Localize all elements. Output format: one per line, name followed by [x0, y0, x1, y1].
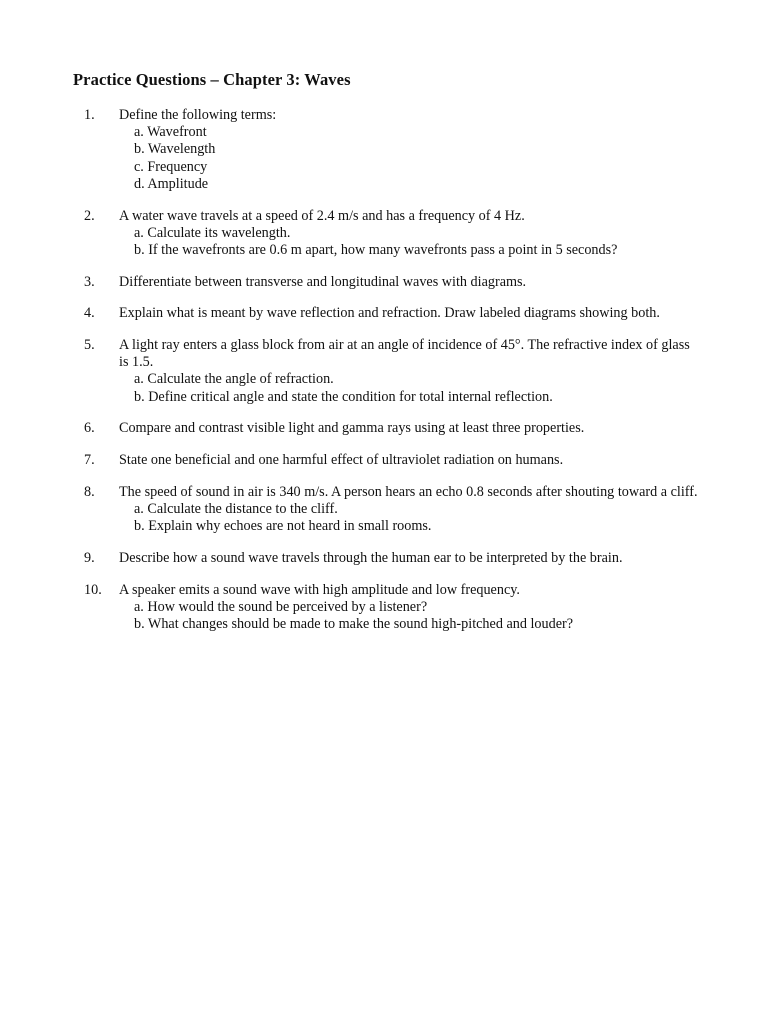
- question-number: 10.: [84, 581, 102, 598]
- question-text: Describe how a sound wave travels through the human ear to be interpreted by the brain.: [119, 549, 623, 566]
- question-number: 9.: [84, 549, 95, 566]
- sub-question: b. Wavelength: [134, 141, 216, 158]
- question-item: [0, 550, 768, 567]
- sub-question: b. Explain why echoes are not heard in small rooms.: [134, 518, 432, 535]
- question-item: [0, 337, 768, 406]
- question-text: Define the following terms:: [119, 107, 277, 123]
- question-number: 1.: [84, 107, 95, 123]
- question-text: The speed of sound in air is 340 m/s. A person hears an echo 0.8 seconds after shouting toward a cliff.: [119, 483, 698, 500]
- question-item: [0, 452, 768, 469]
- question-number: 5.: [84, 337, 95, 354]
- sub-question: a. Wavefront: [134, 124, 207, 141]
- question-text: A speaker emits a sound wave with high amplitude and low frequency.: [119, 581, 520, 598]
- question-number: 6.: [84, 420, 95, 437]
- question-item: [0, 274, 768, 291]
- sub-question-list: [0, 501, 768, 535]
- question-text: State one beneficial and one harmful effect of ultraviolet radiation on humans.: [119, 452, 564, 469]
- sub-question-list: [0, 124, 768, 193]
- question-text: A light ray enters a glass block from air at an angle of incidence of 45°. The refractive index of glass is 1.5.: [119, 337, 690, 371]
- sub-question: a. How would the sound be perceived by a listener?: [134, 598, 428, 615]
- sub-question: b. If the wavefronts are 0.6 m apart, how many wavefronts pass a point in 5 seconds?: [134, 241, 618, 258]
- sub-question: d. Amplitude: [134, 175, 209, 192]
- sub-question-list: [0, 599, 768, 633]
- question-text: Explain what is meant by wave reflection and refraction. Draw labeled diagrams showing both.: [119, 305, 660, 322]
- question-item: [0, 582, 768, 634]
- question-number: 7.: [84, 452, 95, 469]
- question-number: 8.: [84, 483, 95, 500]
- question-item: [0, 107, 768, 193]
- sub-question: b. Define critical angle and state the condition for total internal reflection.: [134, 388, 553, 405]
- sub-question: b. What changes should be made to make the sound high-pitched and louder?: [134, 615, 574, 632]
- question-item: [0, 208, 768, 260]
- sub-question: a. Calculate the angle of refraction.: [134, 371, 334, 388]
- question-number: 3.: [84, 273, 95, 290]
- question-item: [0, 484, 768, 536]
- question-item: [0, 420, 768, 437]
- question-text: Differentiate between transverse and longitudinal waves with diagrams.: [119, 273, 527, 290]
- question-text: A water wave travels at a speed of 2.4 m/s and has a frequency of 4 Hz.: [119, 207, 525, 224]
- sub-question-list: [0, 371, 768, 405]
- question-text: Compare and contrast visible light and gamma rays using at least three properties.: [119, 420, 585, 437]
- sub-question: a. Calculate the distance to the cliff.: [134, 500, 338, 517]
- question-number: 2.: [84, 207, 95, 224]
- question-number: 4.: [84, 305, 95, 322]
- sub-question: c. Frequency: [134, 158, 208, 175]
- sub-question: a. Calculate its wavelength.: [134, 224, 291, 241]
- sub-question-list: [0, 225, 768, 259]
- page-title: Practice Questions – Chapter 3: Waves: [73, 70, 351, 89]
- question-item: [0, 305, 768, 322]
- question-list: [0, 107, 768, 648]
